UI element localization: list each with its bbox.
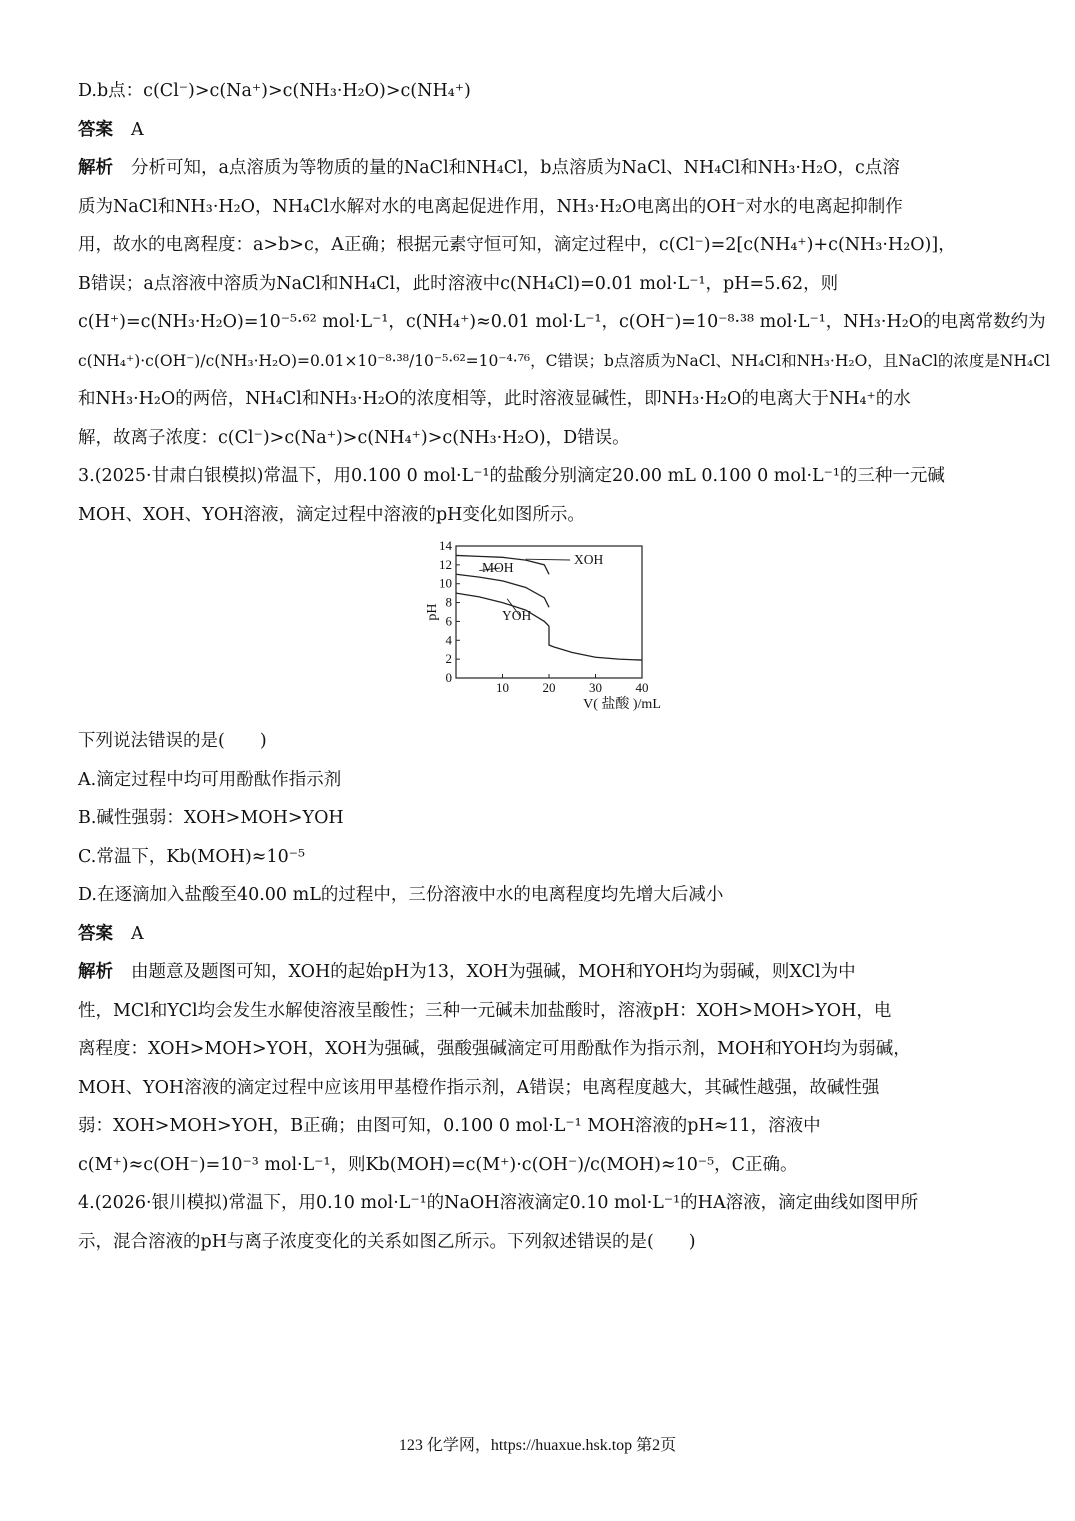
- titration-chart: [78, 538, 998, 716]
- series-label-yoh: YOH: [502, 608, 532, 623]
- y-axis-label: pH: [425, 603, 440, 621]
- page-footer: 123 化学网，https://huaxue.hsk.top 第2页: [398, 1437, 677, 1454]
- analysis-1-line-6: c(NH₄⁺)·c(OH⁻)/c(NH₃·H₂O)=0.01×10⁻⁸·³⁸/10⁻⁵·⁶²=10⁻⁴·⁷⁶，C错误；b点溶质为NaCl、NH₄Cl和NH₃·H₂O，且NaCl的浓度是NH₄Cl: [78, 351, 1051, 370]
- series-line-common: [549, 626, 642, 660]
- y-tick-label: 10: [439, 575, 452, 591]
- document-body: [78, 72, 1051, 1261]
- question-3-line-1: 3.(2025·甘肃白银模拟)常温下，用0.100 0 mol·L⁻¹的盐酸分别滴定20.00 mL 0.100 0 mol·L⁻¹的三种一元碱: [78, 466, 945, 486]
- x-tick-label: 10: [496, 680, 509, 695]
- answer-value: A: [131, 923, 144, 944]
- answer-label: 答案: [78, 923, 113, 944]
- option-b: B.碱性强弱：XOH>MOH>YOH: [78, 808, 344, 828]
- leader-line: [526, 559, 570, 560]
- analysis-1-line-7: 和NH₃·H₂O的两倍，NH₄Cl和NH₃·H₂O的浓度相等，此时溶液显碱性，即NH₃·H₂O的电离大于NH₄⁺的水: [78, 389, 911, 409]
- analysis-3-line-1: 解析 由题意及题图可知，XOH的起始pH为13，XOH为强碱，MOH和YOH均为弱碱，则XCl为中: [78, 962, 856, 982]
- x-tick-label: 20: [542, 680, 556, 695]
- answer-3: [78, 915, 998, 954]
- option-d-prev: D.b点：c(Cl⁻)>c(Na⁺)>c(NH₃·H₂O)>c(NH₄⁺): [78, 81, 471, 101]
- answer-value: A: [131, 119, 144, 140]
- titration-chart-svg: [416, 538, 746, 716]
- question-3-prompt: 下列说法错误的是( ): [78, 731, 267, 751]
- analysis-1-line-5: c(H⁺)=c(NH₃·H₂O)=10⁻⁵·⁶² mol·L⁻¹，c(NH₄⁺)≈0.01 mol·L⁻¹，c(OH⁻)=10⁻⁸·³⁸ mol·L⁻¹，NH₃·H₂O的电离常数约为: [78, 312, 1046, 332]
- y-tick-label: 2: [445, 651, 452, 667]
- analysis-1-line-3: 用，故水的电离程度：a>b>c，A正确；根据元素守恒可知，滴定过程中，c(Cl⁻)=2[c(NH₄⁺)+c(NH₃·H₂O)]，: [78, 235, 956, 255]
- y-tick-label: 12: [439, 556, 452, 572]
- x-tick-label: 40: [635, 680, 649, 695]
- series-label-moh: MOH: [482, 560, 514, 575]
- question-4-line-1: 4.(2026·银川模拟)常温下，用0.10 mol·L⁻¹的NaOH溶液滴定0.10 mol·L⁻¹的HA溶液，滴定曲线如图甲所: [78, 1193, 919, 1213]
- analysis-1-line-8: 解，故离子浓度：c(Cl⁻)>c(Na⁺)>c(NH₄⁺)>c(NH₃·H₂O)，D错误。: [78, 427, 630, 448]
- question-4-line-2: 示，混合溶液的pH与离子浓度变化的关系如图乙所示。下列叙述错误的是( ): [78, 1231, 696, 1252]
- answer-1: [78, 111, 998, 150]
- x-tick-label: 30: [589, 680, 602, 695]
- y-tick-label: 6: [445, 613, 452, 629]
- analysis-3-line-6: c(M⁺)≈c(OH⁻)=10⁻³ mol·L⁻¹，则Kb(MOH)=c(M⁺)·c(OH⁻)/c(MOH)≈10⁻⁵，C正确。: [78, 1154, 798, 1175]
- analysis-1-line-1: 解析 分析可知，a点溶质为等物质的量的NaCl和NH₄Cl，b点溶质为NaCl、NH₄Cl和NH₃·H₂O，c点溶: [78, 158, 900, 178]
- series-label-xoh: XOH: [574, 552, 604, 567]
- analysis-3-line-4: MOH、YOH溶液的滴定过程中应该用甲基橙作指示剂，A错误；电离程度越大，其碱性越强，故碱性强: [78, 1077, 880, 1098]
- y-tick-label: 8: [445, 594, 452, 610]
- y-tick-label: 0: [445, 670, 452, 685]
- analysis-1-line-4: B错误；a点溶液中溶质为NaCl和NH₄Cl，此时溶液中c(NH₄Cl)=0.01 mol·L⁻¹，pH=5.62，则: [78, 273, 839, 294]
- option-d: D.在逐滴加入盐酸至40.00 mL的过程中，三份溶液中水的电离程度均先增大后减小: [78, 885, 724, 905]
- answer-label: 答案: [78, 119, 113, 140]
- y-tick-label: 14: [439, 538, 452, 553]
- analysis-1-line-2: 质为NaCl和NH₃·H₂O，NH₄Cl水解对水的电离起促进作用，NH₃·H₂O电离出的OH⁻对水的电离起抑制作: [78, 196, 903, 217]
- analysis-3-line-3: 离程度：XOH>MOH>YOH，XOH为强碱，强酸强碱滴定可用酚酞作为指示剂，MOH和YOH均为弱碱，: [78, 1039, 911, 1059]
- question-3-line-2: MOH、XOH、YOH溶液，滴定过程中溶液的pH变化如图所示。: [78, 504, 585, 525]
- option-c: C.常温下，Kb(MOH)≈10⁻⁵: [78, 846, 305, 867]
- analysis-3-line-2: 性，MCl和YCl均会发生水解使溶液呈酸性；三种一元碱未加盐酸时，溶液pH：XOH>MOH>YOH，电: [78, 1000, 892, 1021]
- analysis-label: 解析: [78, 158, 113, 178]
- y-tick-label: 4: [445, 632, 452, 648]
- option-a: A.滴定过程中均可用酚酞作指示剂: [78, 769, 342, 790]
- x-axis-label: V( 盐酸 )/mL: [583, 697, 661, 712]
- analysis-label: 解析: [78, 962, 113, 982]
- analysis-3-line-5: 弱：XOH>MOH>YOH，B正确；由图可知，0.100 0 mol·L⁻¹ MOH溶液的pH≈11，溶液中: [78, 1116, 821, 1136]
